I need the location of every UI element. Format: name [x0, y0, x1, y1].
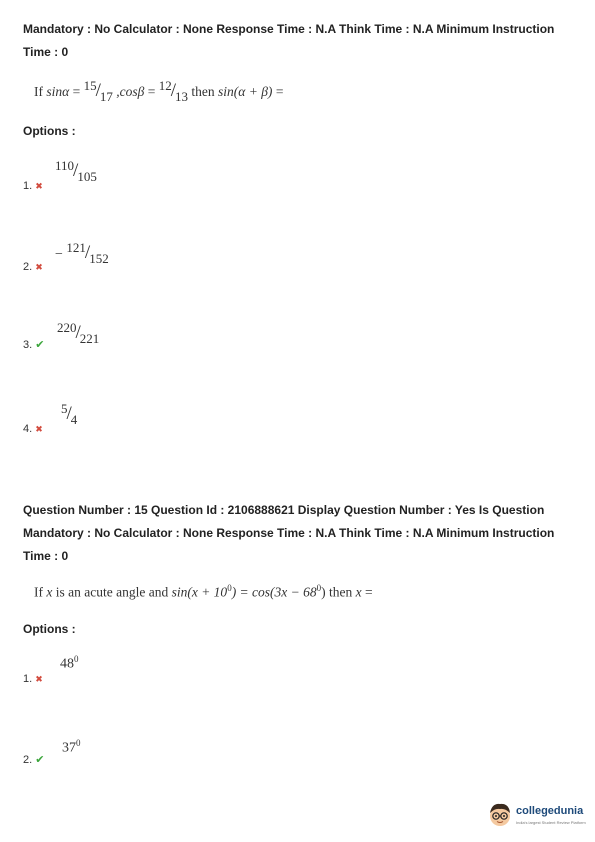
fraction-denominator: 13 [175, 89, 189, 104]
check-mark-icon: ✔ [35, 754, 45, 766]
option-3-label: 3. [23, 339, 33, 351]
question-text [34, 80, 283, 102]
logo-tagline: India's largest Student Review Platform [516, 820, 586, 825]
question-15-if: If [34, 584, 47, 600]
degree-superscript-2: 0 [316, 583, 322, 593]
degree-superscript: 0 [74, 654, 79, 664]
fraction-denominator: 152 [89, 251, 109, 266]
check-mark-icon: ✔ [35, 339, 45, 351]
question-15-end: = [361, 584, 373, 600]
wrong-mark-icon: ✖ [35, 424, 43, 434]
option-4-number [23, 423, 43, 435]
question-equals: = [72, 84, 81, 99]
option-value: 48 [60, 656, 74, 672]
question-15-acute: is an acute angle and [52, 584, 172, 600]
option-1-value: 110/105 [55, 158, 97, 184]
question-meta: Mandatory : No Calculator : None Response Time : N.A Think Time : N.A Minimum Instruction Time : 0 [23, 22, 555, 59]
question-15-then: ) then [321, 584, 356, 600]
collegedunia-logo [487, 801, 587, 831]
options-label: Options : [23, 124, 76, 138]
fraction-numerator: 15 [83, 78, 97, 93]
option-2-value: − 121/152 [55, 240, 109, 266]
fraction-denominator: 4 [70, 412, 78, 427]
fraction-denominator: 221 [79, 331, 100, 346]
wrong-mark-icon: ✖ [35, 262, 43, 272]
option-3-number [23, 338, 44, 351]
option-4-value: 5/4 [61, 401, 78, 427]
option-1-label: 1. [23, 180, 33, 192]
fraction-denominator: 105 [77, 169, 97, 184]
question-15-x2: x [355, 584, 362, 600]
minus-sign: − [55, 247, 63, 262]
option-4-label: 4. [23, 423, 33, 435]
wrong-mark-icon: ✖ [35, 674, 43, 684]
q15-option-1-value [60, 654, 79, 673]
fraction-15-17: 15/17 [83, 78, 113, 104]
question-15-lhs: sin(x + 10 [171, 584, 228, 600]
option-1-number [23, 180, 43, 192]
logo-name: collegedunia [516, 805, 584, 817]
question-15-options-label: Options : [23, 622, 76, 636]
option-2-number [23, 261, 43, 273]
option-value: 37 [62, 740, 76, 756]
fraction-numerator: 5 [61, 401, 68, 416]
question-15-header: Question Number : 15 Question Id : 2106888621 Display Question Number : Yes Is Question Mandatory : No Calculator : None Response Time : N.A Think Time : N.A Minimum Instruction Time : 0 [23, 503, 555, 563]
option-2-label: 2. [23, 261, 33, 273]
fraction-numerator: 110 [55, 158, 75, 173]
mascot-icon [487, 801, 513, 827]
option-3-value: 220/221 [57, 320, 100, 346]
wrong-mark-icon: ✖ [35, 181, 43, 191]
question-sin-alpha: sinα [46, 84, 70, 99]
question-equals-2: = [147, 84, 156, 99]
fraction-denominator: 17 [99, 89, 113, 104]
question-then: then [191, 84, 215, 99]
fraction-numerator: 12 [158, 78, 172, 93]
q15-option-1-number [23, 673, 43, 685]
question-15-x: x [46, 584, 53, 600]
fraction-numerator: 220 [57, 320, 77, 335]
question-if: If [34, 84, 43, 99]
fraction-numerator: 121 [66, 240, 86, 255]
q15-option-2-number [23, 753, 44, 766]
question-cos-beta: ,cosβ [116, 84, 145, 99]
fraction-12-13: 12/13 [158, 78, 189, 104]
q15-option-2-label: 2. [23, 754, 33, 766]
question-end: = [275, 84, 284, 99]
question-15-mid: ) = cos(3x − 68 [231, 584, 317, 600]
q15-option-2-value [62, 738, 81, 757]
degree-superscript: 0 [76, 738, 81, 748]
degree-superscript: 0 [227, 583, 232, 593]
question-expression: sin(α + β) [218, 84, 273, 99]
question-15-text [34, 583, 373, 601]
q15-option-1-label: 1. [23, 673, 33, 685]
